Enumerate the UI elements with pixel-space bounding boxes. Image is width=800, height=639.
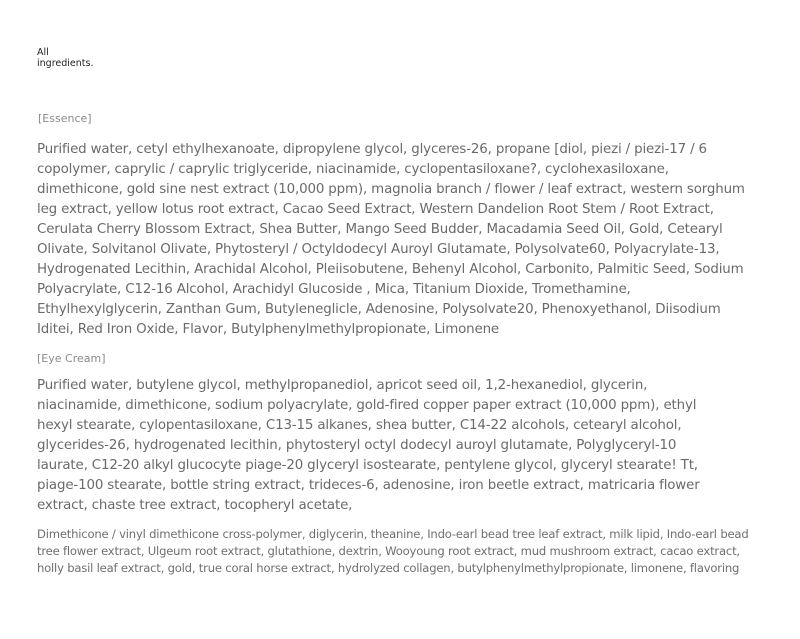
essence-label: [Essence]	[38, 112, 92, 125]
page-header	[37, 47, 157, 69]
essence-ingredients-text: Purified water, cetyl ethylhexanoate, dipropylene glycol, glyceres-26, propane [diol, piezi / piezi-17 / 6 copolymer, caprylic / caprylic triglyceride, niacinamide, cyclopentasiloxane?, cyclohexasiloxane, dimethicone, gold sine nest extract (10,000 ppm), magnolia branch / flower / leaf extract, western sorghum leg extract, yellow lotus root extract, Cacao Seed Extract, Western Dandelion Root Stem / Root Extract, Cerulata Cherry Blossom Extract, Shea Butter, Mango Seed Budder, Macadamia Seed Oil, Gold, Cetearyl Olivate, Solvitanol Olivate, Phytosteryl / Octyldodecyl Auroyl Glutamate, Polysolvate60, Polyacrylate-13, Hydrogenated Lecithin, Arachidal Alcohol, Pleiisobutene, Behenyl Alcohol, Carbonito, Palmitic Seed, Sodium Polyacrylate, C12-16 Alcohol, Arachidyl Glucoside , Mica, Titanium Dioxide, Tromethamine, Ethylhexylglycerin, Zanthan Gum, Butyleneglicle, Adenosine, Polysolvate20, Phenoxyethanol, Diisodium Iditei, Red Iron Oxide, Flavor, Butylphenylmethylpropionate, Limonene	[37, 142, 745, 337]
eye-cream-additional-ingredients-text: Dimethicone / vinyl dimethicone cross-polymer, diglycerin, theanine, Indo-earl bead tree leaf extract, milk lipid, Indo-earl bead tree flower extract, Ulgeum root extract, glutathione, dextrin, Wooyoung root extract, mud mushroom extract, cacao extract, holly basil leaf extract, gold, true coral horse extract, hydrolyzed collagen, butylphenylmethylpropionate, limonene, flavoring	[37, 527, 749, 575]
header-line-2: ingredients.	[37, 58, 94, 69]
eye-cream-ingredients-text: Purified water, butylene glycol, methylpropanediol, apricot seed oil, 1,2-hexanediol, glycerin, niacinamide, dimethicone, sodium polyacrylate, gold-fired copper paper extract (10,000 ppm), ethyl hexyl stearate, cylopentasiloxane, C13-15 alkanes, shea butter, C14-22 alcohols, cetearyl alcohol, glycerides-26, hydrogenated lecithin, phytosteryl octyl dodecyl auroyl glutamate, Polyglyceryl-10 laurate, C12-20 alkyl glucocyte piage-20 glyceryl isostearate, pentylene glycol, glyceryl stearate! Tt, piage-100 stearate, bottle string extract, trideces-6, adenosine, iron beetle extract, matricaria flower extract, chaste tree extract, tocopheryl acetate,	[37, 378, 700, 513]
header-line-1: All	[37, 47, 49, 58]
eye-cream-label: [Eye Cream]	[37, 352, 106, 365]
